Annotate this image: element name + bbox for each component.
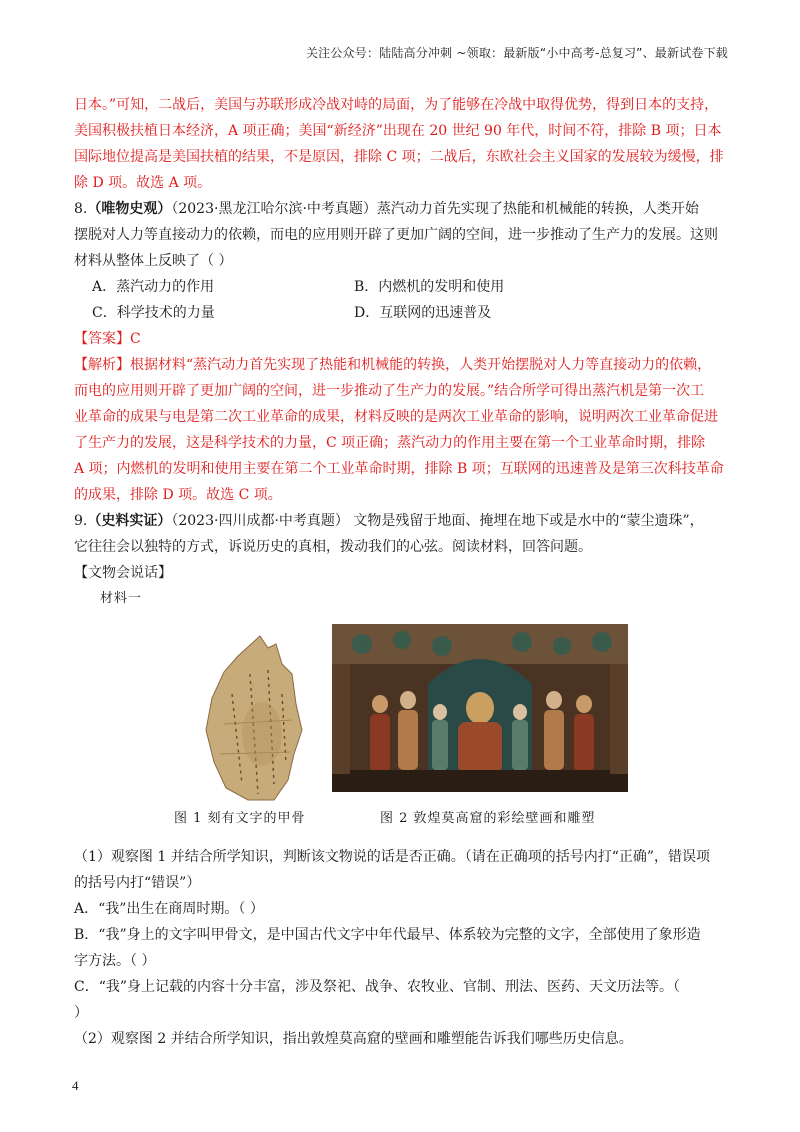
q9-item-a: A．“我”出生在商周时期。（ ） bbox=[74, 901, 264, 917]
q8-number: 8. bbox=[74, 201, 88, 217]
q8-analysis-line: 了生产力的发展，这是科学技术的力量，C 项正确；蒸汽动力的作用主要在第一个工业革命时期，排除 bbox=[74, 435, 706, 451]
prev-analysis-line: 除 D 项。故选 A 项。 bbox=[74, 175, 212, 191]
q8-analysis-line: 的成果，排除 D 项。故选 C 项。 bbox=[74, 487, 282, 503]
q8-options bbox=[92, 274, 734, 326]
q9-number: 9. bbox=[74, 513, 88, 529]
q9-tag: （史料实证） bbox=[87, 513, 172, 529]
q9-sub1-line: 的括号内打“错误”） bbox=[74, 875, 201, 891]
figure-1-caption: 图 1 刻有文字的甲骨 bbox=[174, 811, 306, 826]
q8-analysis-line: 而电的应用则开辟了更加广阔的空间，进一步推动了生产力的发展。”结合所学可得出蒸汽机是第一次工 bbox=[74, 383, 705, 399]
q9-item-b: 字方法。（ ） bbox=[74, 953, 156, 969]
option-c[interactable]: C．科学技术的力量 bbox=[92, 305, 215, 321]
q8-tag: （唯物史观） bbox=[87, 201, 172, 217]
q9-line: （2023·四川成都·中考真题） 文物是残留于地面、掩埋在地下或是水中的“蒙尘遗珠”， bbox=[171, 513, 704, 529]
q9-item-b: B．“我”身上的文字叫甲骨文，是中国古代文字中年代最早、体系较为完整的文字，全部使用了象形造 bbox=[74, 927, 701, 943]
q9-sub2: （2）观察图 2 并结合所学知识，指出敦煌莫高窟的壁画和雕塑能告诉我们哪些历史信息。 bbox=[74, 1031, 633, 1047]
q8-analysis-line: 业革命的成果与电是第二次工业革命的成果，材料反映的是两次工业革命的影响，说明两次工业革命促进 bbox=[74, 409, 718, 425]
q8-line: 摆脱对人力等直接动力的依赖，而电的应用则开辟了更加广阔的空间，进一步推动了生产力的发展。这则 bbox=[74, 227, 718, 243]
prev-analysis-line: 美国积极扶植日本经济，A 项正确；美国“新经济”出现在 20 世纪 90 年代，时间不符，排除 B 项；日本 bbox=[74, 123, 722, 139]
q9-item-c: C．“我”身上记载的内容十分丰富，涉及祭祀、战争、农牧业、官制、刑法、医药、天文历法等。（ bbox=[74, 979, 681, 995]
q9-section-title: 【文物会说话】 bbox=[74, 565, 172, 581]
figures bbox=[74, 614, 734, 844]
dunhuang-mural-image bbox=[332, 624, 628, 792]
prev-analysis-line: 国际地位提高是美国扶植的结果，不是原因，排除 C 项；二战后，东欧社会主义国家的发展较为缓慢，排 bbox=[74, 149, 724, 165]
option-b[interactable]: B．内燃机的发明和使用 bbox=[354, 279, 505, 295]
q9-line: 它往往会以独特的方式，诉说历史的真相，拨动我们的心弦。阅读材料，回答问题。 bbox=[74, 539, 592, 555]
q8-stem bbox=[74, 196, 734, 222]
q8-analysis-line: 【解析】根据材料“蒸汽动力首先实现了热能和机械能的转换，人类开始摆脱对人力等直接动力的依赖， bbox=[74, 357, 712, 373]
page-content bbox=[74, 92, 734, 1052]
option-a[interactable]: A．蒸汽动力的作用 bbox=[92, 279, 215, 295]
page-number: 4 bbox=[72, 1078, 79, 1093]
q8-line: （2023·黑龙江哈尔滨·中考真题）蒸汽动力首先实现了热能和机械能的转换，人类开始 bbox=[171, 201, 699, 217]
q8-answer: 【答案】C bbox=[74, 331, 141, 347]
prev-analysis-line: 日本。”可知，二战后，美国与苏联形成冷战对峙的局面，为了能够在冷战中取得优势，得到日本的支持， bbox=[74, 97, 719, 113]
q8-analysis-line: A 项；内燃机的发明和使用主要在第二个工业革命时期，排除 B 项；互联网的迅速普及是第三次科技革命 bbox=[74, 461, 724, 477]
option-d[interactable]: D．互联网的迅速普及 bbox=[354, 305, 492, 321]
page-header: 关注公众号：陆陆高分冲刺 ~领取：最新版“小中高考-总复习”、最新试卷下载 bbox=[305, 46, 728, 60]
q9-item-c: ） bbox=[74, 1005, 88, 1021]
material-label: 材料一 bbox=[100, 591, 143, 606]
q8-line: 材料从整体上反映了（ ） bbox=[74, 253, 233, 269]
q9-stem bbox=[74, 508, 734, 534]
figure-2-caption: 图 2 敦煌莫高窟的彩绘壁画和雕塑 bbox=[380, 811, 596, 826]
q9-sub1-line: （1）观察图 1 并结合所学知识，判断该文物说的话是否正确。（请在正确项的括号内打“正确”，错误项 bbox=[74, 849, 711, 865]
oracle-bone-image bbox=[202, 634, 306, 802]
